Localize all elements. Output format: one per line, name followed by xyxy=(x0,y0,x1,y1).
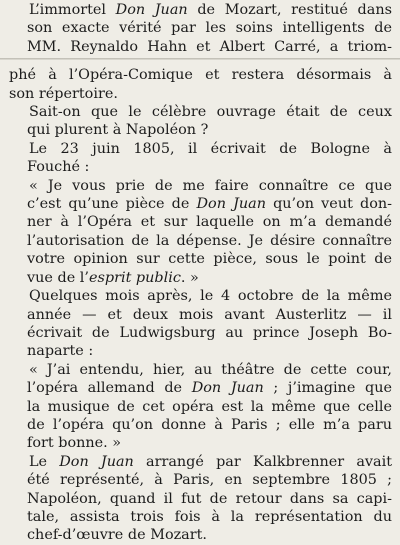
paragraph-intro xyxy=(9,1,392,56)
page-fold-divider xyxy=(0,58,400,60)
text-line: Sait-on que le célèbre ouvrage était de ceux xyxy=(29,104,392,121)
italic-title: Don Juan xyxy=(196,196,266,213)
quote-letter-fouche xyxy=(9,177,392,287)
text-line: « J’ai entendu, hier, au théâtre de cette cour, xyxy=(29,361,392,378)
italic-phrase: esprit public xyxy=(88,269,181,286)
quote-letter-joseph xyxy=(9,361,392,453)
text-line: Le 23 juin 1805, il écrivait de Bologne à xyxy=(29,140,392,157)
text-line: MM. Reynaldo Hahn et Albert Carré, a triom- xyxy=(27,38,392,55)
text-line: son répertoire. xyxy=(9,85,118,102)
text-line: écrivait de Ludwigsburg au prince Joseph Bo- xyxy=(27,324,392,341)
paragraph-intro-continued xyxy=(9,66,392,103)
paragraph-kalkbrenner xyxy=(9,453,392,545)
text-line: son exacte vérité par les soins intelligents de xyxy=(27,20,392,37)
text-run: arrangé par Kalkbrenner avait xyxy=(133,453,392,470)
italic-title: Don Juan xyxy=(59,453,134,470)
text-line xyxy=(9,1,392,19)
text-line: « Je vous prie de me faire connaître ce que xyxy=(29,177,392,194)
text-line: qui plurent à Napoléon ? xyxy=(27,122,209,139)
text-line: ner à l’Opéra et sur laquelle on m’a demandé xyxy=(27,214,392,231)
paragraph-letter-intro xyxy=(9,140,392,177)
text-run: vue de l’ xyxy=(27,269,89,286)
text-run: ; j’imagine que xyxy=(263,380,392,397)
paragraph-ludwigsburg xyxy=(9,287,392,361)
text-line: chef-d’œuvre de Mozart. xyxy=(27,527,208,544)
text-line: Quelques mois après, le 4 octobre de la même xyxy=(29,288,392,305)
text-run: Le xyxy=(29,453,60,470)
text-run: qu’on veut don- xyxy=(265,196,392,213)
text-line: Fouché : xyxy=(27,159,90,176)
text-line: Napoléon, quand il fut de retour dans sa capi- xyxy=(27,490,392,507)
text-line xyxy=(9,453,392,471)
text-run: de Mozart, restitué dans xyxy=(187,2,392,18)
text-run: c’est qu’une pièce de xyxy=(27,196,197,213)
italic-title: Don Juan xyxy=(115,2,188,18)
text-line: tale, assista trois fois à la représentation du xyxy=(27,508,392,525)
text-line xyxy=(9,269,392,287)
paragraph-question xyxy=(9,103,392,140)
text-line: la musique de cet opéra est la même que celle xyxy=(27,398,392,415)
text-line: année — et deux mois avant Austerlitz — il xyxy=(27,306,392,323)
text-run: l’opéra allemand de xyxy=(27,380,192,397)
text-line: de l’opéra qu’on donne à Paris ; elle m’a paru xyxy=(27,416,392,433)
text-line: l’autorisation de la dépense. Je désire connaître xyxy=(27,232,392,249)
text-line xyxy=(9,379,392,397)
text-line xyxy=(9,195,392,213)
text-line: été représenté, à Paris, en septembre 1805 ; xyxy=(27,472,392,489)
text-line: fort bonne. » xyxy=(27,435,122,452)
text-line: naparte : xyxy=(27,343,94,360)
text-run: L’immortel xyxy=(29,2,116,18)
text-line: phé à l’Opéra-Comique et restera désormais à xyxy=(9,67,392,84)
text-run: . » xyxy=(180,269,199,286)
italic-title: Don Juan xyxy=(191,380,264,397)
text-line: votre opinion sur cette pièce, sous le point de xyxy=(27,251,392,268)
